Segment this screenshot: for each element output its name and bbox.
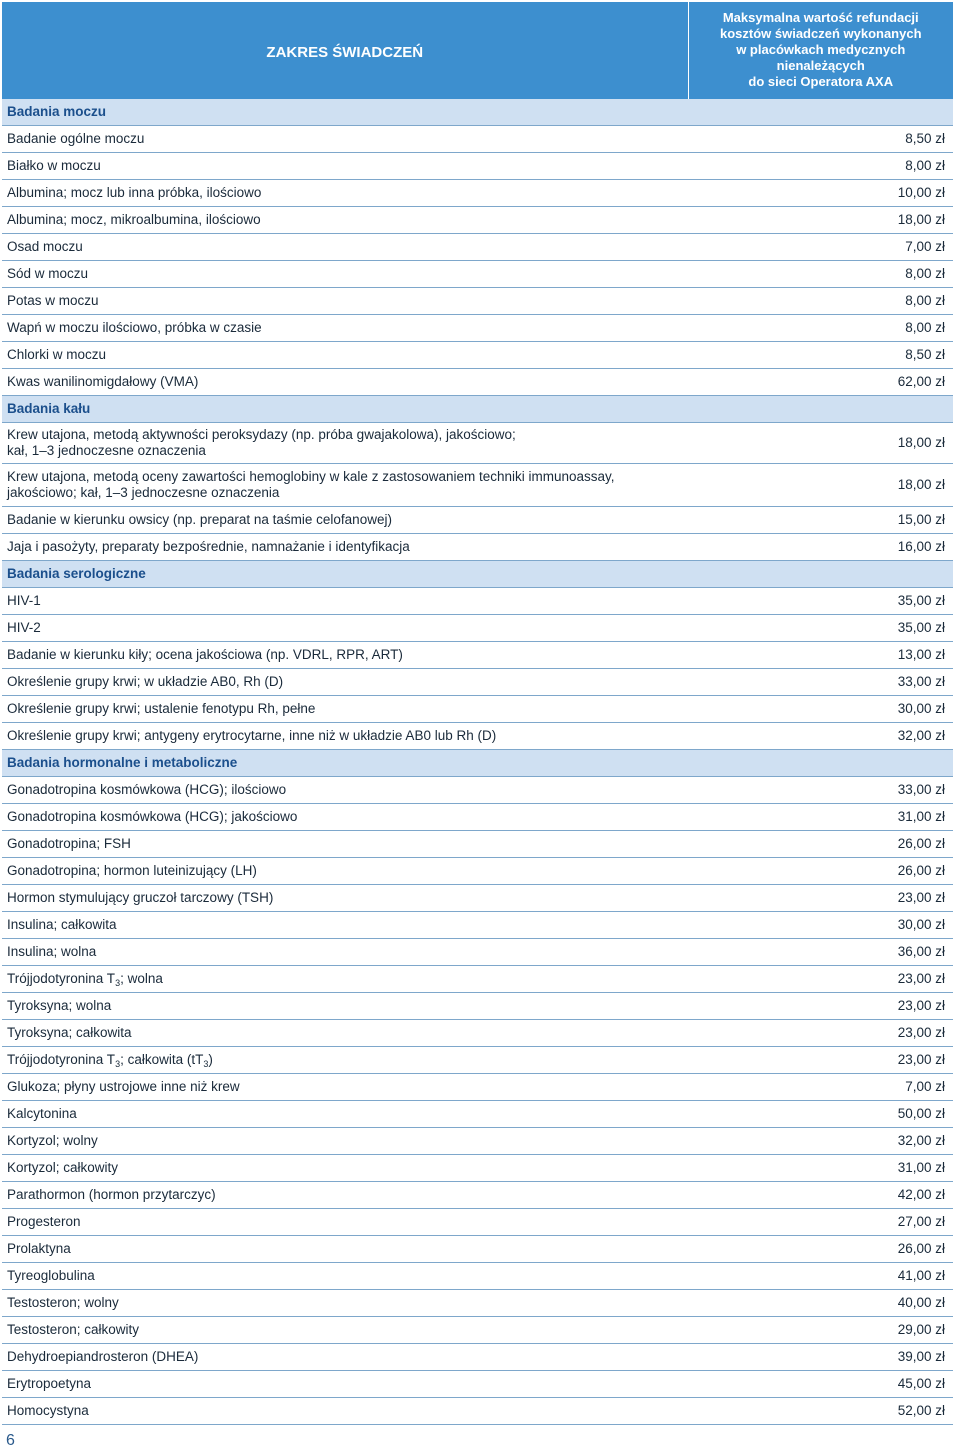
service-name [2,315,688,342]
service-name [2,642,688,669]
service-name-part: ; wolna [120,971,163,986]
service-name-line: Białko w moczu [7,158,101,173]
service-name-line: Parathormon (hormon przytarczyc) [7,1187,216,1202]
section-header-row [2,750,953,777]
service-name-part: Trójjodotyronina T [7,1052,116,1067]
service-name-line: HIV-2 [7,620,41,635]
refund-value: 8,00 zł [688,153,953,180]
table-row [2,1236,953,1263]
table-row [2,1182,953,1209]
service-name [2,180,688,207]
refund-value: 23,00 zł [688,1047,953,1074]
header-max-refund-line: Maksymalna wartość refundacji [722,9,919,25]
refund-value: 32,00 zł [688,723,953,750]
refund-value: 8,50 zł [688,342,953,369]
service-name-line: Dehydroepiandrosteron (DHEA) [7,1349,199,1364]
table-row [2,723,953,750]
service-name-line: Testosteron; całkowity [7,1322,140,1337]
refund-value: 41,00 zł [688,1263,953,1290]
service-name [2,423,688,464]
service-name-line: Erytropoetyna [7,1376,92,1391]
service-name-line: Insulina; wolna [7,944,97,959]
service-name-line: Badanie ogólne moczu [7,131,145,146]
header-max-refund-line: nienależących [776,57,865,73]
table-row [2,534,953,561]
service-name [2,723,688,750]
subscript: 3 [203,1059,209,1069]
refund-value: 27,00 zł [688,1209,953,1236]
refund-value: 16,00 zł [688,534,953,561]
page-number: 6 [6,1432,15,1449]
refund-value: 23,00 zł [688,966,953,993]
service-name-line: Potas w moczu [7,293,99,308]
table-row [2,777,953,804]
section-title: Badania hormonalne i metaboliczne [2,750,953,777]
service-name [2,507,688,534]
service-name [2,588,688,615]
table-row [2,369,953,396]
section-title: Badania serologiczne [2,561,953,588]
table-row [2,912,953,939]
table-row [2,288,953,315]
service-name [2,1263,688,1290]
service-name-line: Krew utajona, metodą aktywności peroksydazy (np. próba gwajakolowa), jakościowo; [7,427,516,442]
table-row [2,615,953,642]
service-name-line: Określenie grupy krwi; antygeny erytrocytarne, inne niż w układzie AB0 lub Rh (D) [7,728,497,743]
service-name-line: jakościowo; kał, 1–3 jednoczesne oznaczenia [7,485,280,500]
refund-value: 23,00 zł [688,885,953,912]
price-table [2,2,953,1425]
service-name [2,804,688,831]
refund-value: 26,00 zł [688,1236,953,1263]
service-name [2,939,688,966]
table-row [2,464,953,507]
table-row [2,804,953,831]
service-name-line: Badanie w kierunku kiły; ocena jakościowa (np. VDRL, RPR, ART) [7,647,403,662]
service-name-line: Badanie w kierunku owsicy (np. preparat na taśmie celofanowej) [7,512,392,527]
refund-value: 13,00 zł [688,642,953,669]
service-name [2,1074,688,1101]
service-name-line: Chlorki w moczu [7,347,107,362]
service-name [2,1371,688,1398]
service-name-line: Progesteron [7,1214,81,1229]
table-row [2,885,953,912]
table-row [2,1371,953,1398]
service-name [2,153,688,180]
refund-value: 7,00 zł [688,1074,953,1101]
table-row [2,1020,953,1047]
refund-value: 31,00 zł [688,804,953,831]
header-max-refund [688,2,953,99]
service-name [2,1290,688,1317]
refund-value: 26,00 zł [688,831,953,858]
refund-value: 50,00 zł [688,1101,953,1128]
table-row [2,153,953,180]
table-header-row [2,2,953,99]
table-row [2,1209,953,1236]
table-row [2,993,953,1020]
service-name [2,369,688,396]
service-name-line: kał, 1–3 jednoczesne oznaczenia [7,443,206,458]
header-service-scope: ZAKRES ŚWIADCZEŃ [2,2,688,99]
table-row [2,831,953,858]
refund-value: 23,00 zł [688,993,953,1020]
table-row [2,126,953,153]
service-name-line: Wapń w moczu ilościowo, próbka w czasie [7,320,262,335]
service-name-line: Kwas wanilinomigdałowy (VMA) [7,374,199,389]
table-body [2,99,953,1425]
service-name [2,342,688,369]
service-name [2,1236,688,1263]
service-name-line: Gonadotropina; hormon luteinizujący (LH) [7,863,257,878]
section-title: Badania moczu [2,99,953,126]
service-name-line: Jaja i pasożyty, preparaty bezpośrednie, namnażanie i identyfikacja [7,539,410,554]
refund-value: 23,00 zł [688,1020,953,1047]
refund-value: 7,00 zł [688,234,953,261]
service-name [2,858,688,885]
refund-value: 8,00 zł [688,288,953,315]
service-name-part: ; całkowita (tT [120,1052,204,1067]
refund-value: 40,00 zł [688,1290,953,1317]
service-name [2,696,688,723]
table-row [2,1290,953,1317]
header-max-refund-line: w placówkach medycznych [736,41,906,57]
refund-value: 8,00 zł [688,315,953,342]
service-name-line: Insulina; całkowita [7,917,117,932]
section-title: Badania kału [2,396,953,423]
service-name [2,1128,688,1155]
refund-value: 30,00 zł [688,696,953,723]
refund-value: 18,00 zł [688,207,953,234]
table-row [2,1047,953,1074]
table-row [2,1101,953,1128]
service-name [2,966,688,993]
refund-value: 36,00 zł [688,939,953,966]
refund-value: 45,00 zł [688,1371,953,1398]
service-name [2,993,688,1020]
service-name [2,1182,688,1209]
table-row [2,207,953,234]
service-name-line: Hormon stymulujący gruczoł tarczowy (TSH) [7,890,274,905]
service-name-line: Określenie grupy krwi; w układzie AB0, Rh (D) [7,674,284,689]
service-name [2,534,688,561]
service-name [2,1155,688,1182]
service-name-line: Tyroksyna; całkowita [7,1025,132,1040]
service-name-part: ) [208,1052,213,1067]
refund-value: 26,00 zł [688,858,953,885]
table-row [2,507,953,534]
table-row [2,1398,953,1425]
service-name [2,261,688,288]
service-name [2,1317,688,1344]
subscript: 3 [115,1059,121,1069]
service-name-line: Gonadotropina; FSH [7,836,131,851]
service-name-line: Osad moczu [7,239,83,254]
table-row [2,1155,953,1182]
service-name [2,1344,688,1371]
service-name-line: Prolaktyna [7,1241,71,1256]
service-name-line: Testosteron; wolny [7,1295,119,1310]
table-row [2,423,953,464]
service-name [2,1020,688,1047]
service-name-line: Sód w moczu [7,266,89,281]
table-row [2,642,953,669]
table-row [2,966,953,993]
header-max-refund-line: do sieci Operatora AXA [748,73,894,89]
service-name [2,1101,688,1128]
service-name-line: Albumina; mocz, mikroalbumina, ilościowo [7,212,261,227]
service-name [2,1209,688,1236]
table-row [2,669,953,696]
service-name [2,207,688,234]
service-name-line: Krew utajona, metodą oceny zawartości hemoglobiny w kale z zastosowaniem techniki immunoassay, [7,469,615,484]
service-name [2,1398,688,1425]
service-name [2,831,688,858]
service-name [2,1047,688,1074]
refund-value: 35,00 zł [688,588,953,615]
service-name-line: HIV-1 [7,593,41,608]
table-row [2,1074,953,1101]
header-max-refund-line: kosztów świadczeń wykonanych [719,25,922,41]
table-row [2,342,953,369]
service-name-line: Homocystyna [7,1403,89,1418]
refund-value: 32,00 zł [688,1128,953,1155]
table-row [2,858,953,885]
service-name [2,288,688,315]
service-name [2,126,688,153]
service-name-line: Glukoza; płyny ustrojowe inne niż krew [7,1079,240,1094]
service-name-line: Kortyzol; całkowity [7,1160,119,1175]
table-row [2,1128,953,1155]
refund-value: 30,00 zł [688,912,953,939]
service-name [2,912,688,939]
refund-value: 10,00 zł [688,180,953,207]
table-row [2,234,953,261]
refund-value: 33,00 zł [688,669,953,696]
service-name-part: Trójjodotyronina T [7,971,116,986]
table-row [2,261,953,288]
section-header-row [2,396,953,423]
table-row [2,588,953,615]
refund-value: 52,00 zł [688,1398,953,1425]
service-name [2,234,688,261]
table-row [2,180,953,207]
service-name [2,669,688,696]
table-row [2,696,953,723]
service-name [2,885,688,912]
refund-value: 39,00 zł [688,1344,953,1371]
refund-value: 42,00 zł [688,1182,953,1209]
service-name-line: Kalcytonina [7,1106,77,1121]
refund-value: 18,00 zł [688,464,953,507]
section-header-row [2,561,953,588]
section-header-row [2,99,953,126]
service-name [2,464,688,507]
refund-value: 18,00 zł [688,423,953,464]
subscript: 3 [115,978,121,988]
service-name-line: Gonadotropina kosmówkowa (HCG); jakościowo [7,809,298,824]
service-name-line: Kortyzol; wolny [7,1133,98,1148]
table-row [2,1263,953,1290]
service-name-line: Tyroksyna; wolna [7,998,112,1013]
refund-value: 15,00 zł [688,507,953,534]
refund-value: 8,50 zł [688,126,953,153]
refund-value: 31,00 zł [688,1155,953,1182]
table-row [2,939,953,966]
service-name-line: Określenie grupy krwi; ustalenie fenotypu Rh, pełne [7,701,316,716]
refund-value: 62,00 zł [688,369,953,396]
refund-value: 35,00 zł [688,615,953,642]
service-name [2,777,688,804]
table-row [2,315,953,342]
service-name-line: Gonadotropina kosmówkowa (HCG); ilościowo [7,782,287,797]
table-row [2,1317,953,1344]
service-name-line: Albumina; mocz lub inna próbka, ilościowo [7,185,262,200]
refund-value: 8,00 zł [688,261,953,288]
service-name-line: Tyreoglobulina [7,1268,95,1283]
refund-value: 33,00 zł [688,777,953,804]
service-name [2,615,688,642]
table-row [2,1344,953,1371]
refund-value: 29,00 zł [688,1317,953,1344]
